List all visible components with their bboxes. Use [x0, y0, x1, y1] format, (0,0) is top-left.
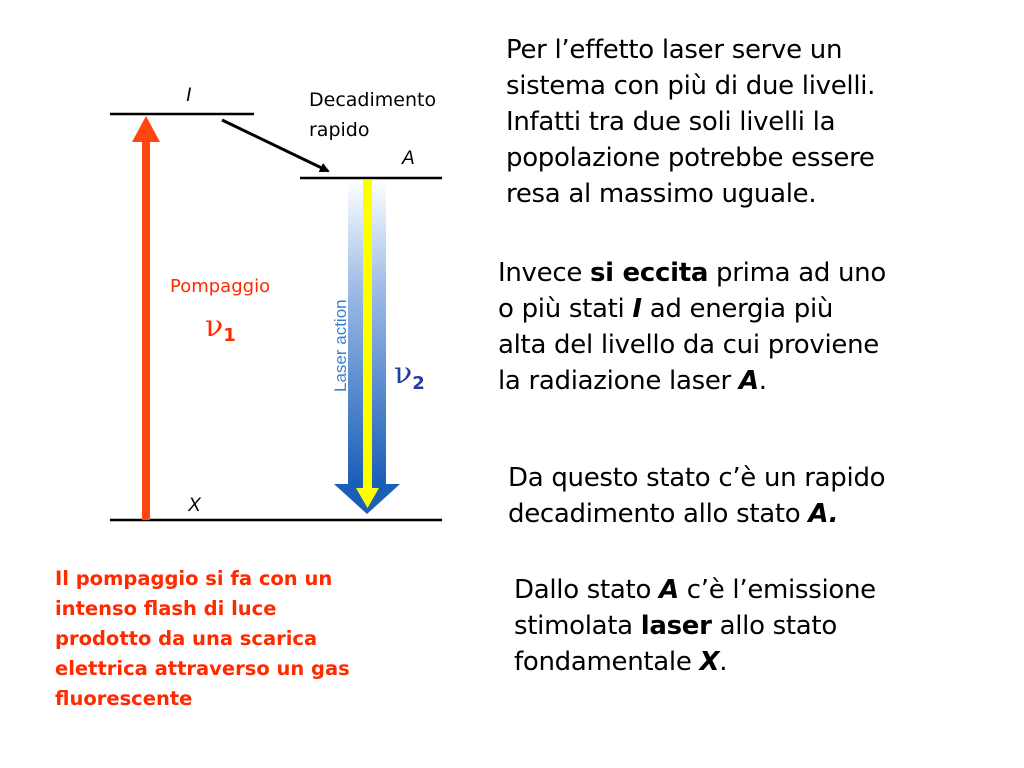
- nu2-symbol: ν: [394, 356, 413, 391]
- p2-line4: [498, 363, 886, 399]
- p1-line5: resa al massimo uguale.: [506, 179, 817, 209]
- p3-l2a: decadimento allo stato: [508, 499, 809, 529]
- p2-l4c: .: [758, 366, 767, 396]
- p2-l4b: A: [738, 366, 759, 396]
- p2-l1b: si eccita: [590, 258, 709, 288]
- p4-line3: [514, 644, 876, 680]
- decay-label-line2: rapido: [309, 119, 370, 141]
- p1-line1: Per l’effetto laser serve un: [506, 35, 843, 65]
- level-i-label: I: [186, 85, 192, 106]
- p1-line3: Infatti tra due soli livelli la: [506, 107, 836, 137]
- level-x-label: X: [188, 495, 201, 516]
- pump-note-line1: Il pompaggio si fa con un: [55, 567, 333, 590]
- p2-l4a: la radiazione laser: [498, 366, 739, 396]
- p1-line2: sistema con più di due livelli.: [506, 71, 876, 101]
- p4-l2a: stimolata: [514, 611, 641, 641]
- p4-line1: [514, 572, 876, 608]
- level-a-label: A: [402, 148, 415, 169]
- p3-line1: Da questo stato c’è un rapido: [508, 463, 886, 493]
- p4-l2b: laser: [640, 611, 712, 641]
- p2-l2b: I: [632, 294, 642, 324]
- pump-arrow-head: [132, 116, 160, 142]
- pumping-note: [55, 564, 350, 714]
- laser-beam-core: [363, 180, 372, 490]
- paragraph-excitation: [498, 255, 886, 399]
- p2-l2c: ad energia più: [641, 294, 834, 324]
- p4-l1b: A: [659, 575, 679, 605]
- pumping-label: Pompaggio: [170, 276, 271, 297]
- p3-l2b: A.: [808, 499, 839, 529]
- p2-l1a: Invece: [498, 258, 590, 288]
- pump-note-line4: elettrica attraverso un gas: [55, 657, 350, 680]
- p1-line4: popolazione potrebbe essere: [506, 143, 875, 173]
- p4-l1a: Dallo stato: [514, 575, 660, 605]
- pump-note-line3: prodotto da una scarica: [55, 627, 318, 650]
- pump-note-line2: intenso flash di luce: [55, 597, 277, 620]
- p4-line2: [514, 608, 876, 644]
- paragraph-stimulated-emission: [514, 572, 876, 680]
- p3-line2: [508, 496, 885, 532]
- paragraph-rapid-decay: [508, 460, 885, 532]
- p2-line1: [498, 255, 886, 291]
- p4-l3b: X: [699, 647, 720, 677]
- paragraph-multilevel-requirement: [506, 32, 875, 212]
- p2-line2: [498, 291, 886, 327]
- pump-note-line5: fluorescente: [55, 687, 193, 710]
- p4-l3c: .: [719, 647, 728, 677]
- nu2-subscript: 2: [412, 373, 425, 394]
- nu2-label: [394, 356, 425, 394]
- p2-l1c: prima ad uno: [708, 258, 886, 288]
- nu1-label: [205, 309, 236, 346]
- p2-line3: alta del livello da cui proviene: [498, 330, 879, 360]
- energy-level-diagram: [0, 0, 500, 560]
- laser-action-label: Laser action: [331, 299, 350, 392]
- p2-l2a: o più stati: [498, 294, 633, 324]
- decay-label-line1: Decadimento: [309, 89, 437, 111]
- nu1-subscript: 1: [223, 325, 236, 346]
- p4-l3a: fondamentale: [514, 647, 700, 677]
- p4-l2c: allo stato: [711, 611, 837, 641]
- nu1-symbol: ν: [205, 309, 224, 344]
- p4-l1c: c’è l’emissione: [678, 575, 876, 605]
